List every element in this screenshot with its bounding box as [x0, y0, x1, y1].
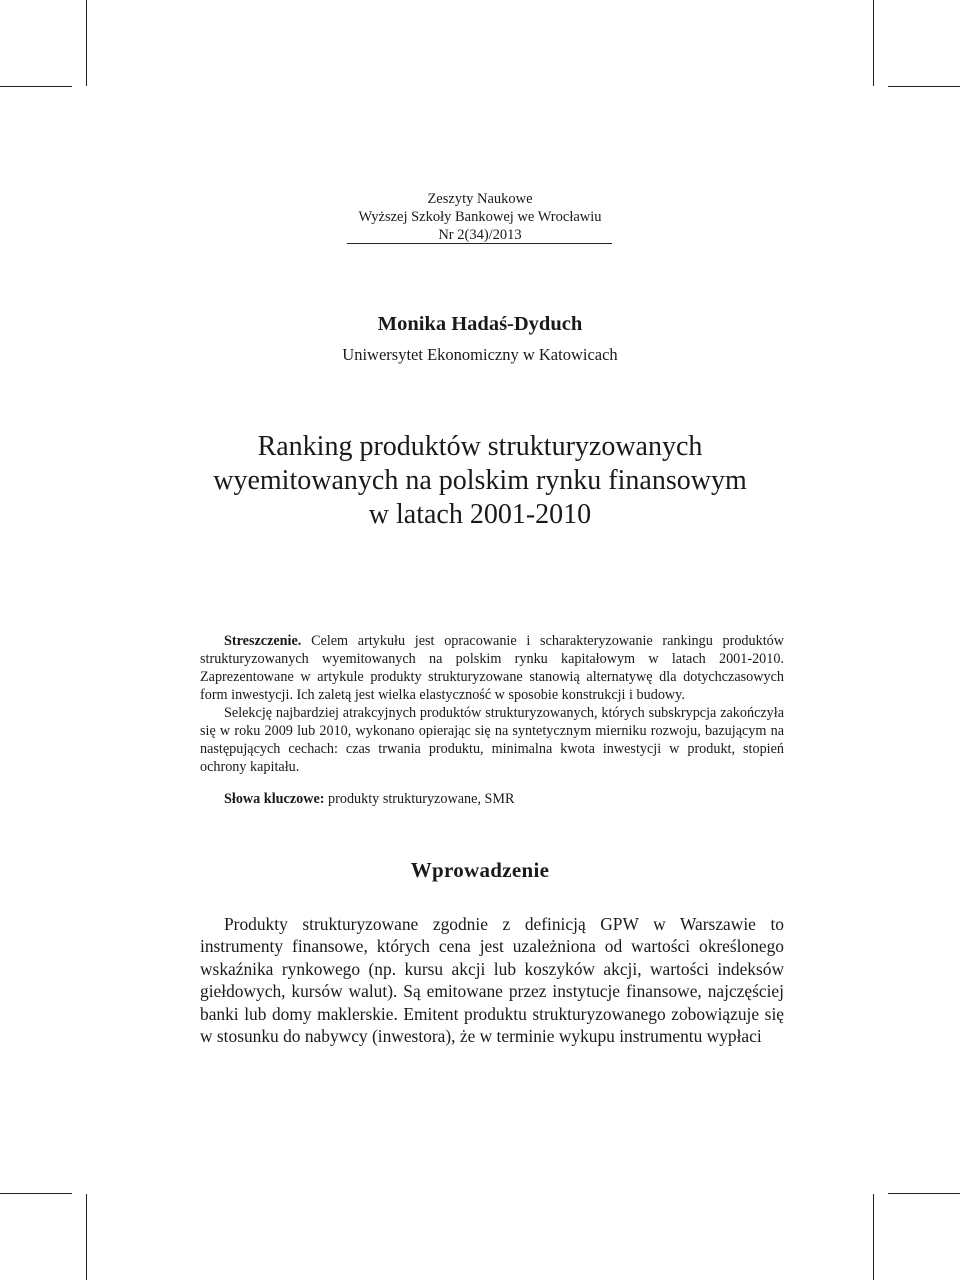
abstract-paragraph-1 — [200, 632, 784, 704]
crop-mark-top-left-h — [0, 86, 72, 87]
crop-mark-bottom-right — [873, 1194, 874, 1280]
paper-title-line-2: wyemitowanych na polskim rynku finansowym — [213, 465, 747, 496]
abstract — [200, 632, 784, 776]
section-heading: Wprowadzenie — [410, 858, 550, 882]
paper-title — [0, 430, 960, 532]
crop-mark-top-right — [873, 0, 874, 86]
journal-header — [340, 190, 620, 244]
abstract-label: Streszczenie. — [224, 633, 302, 649]
journal-name: Zeszyty Naukowe — [427, 191, 533, 207]
crop-mark-bottom-left-h — [0, 1193, 72, 1194]
abstract-paragraph-2: Selekcję najbardziej atrakcyjnych produktów strukturyzowanych, których subskrypcja zakończyła się w roku 2009 lub 2010, wykonano opierając się na syntetycznym mierniku rozwoju, bazującym na następujących cechach: czas trwania produktu, minimalna kwota inwestycji w produkt, stopień ochrony kapitału. — [200, 705, 784, 775]
paper-title-line-3: w latach 2001-2010 — [368, 499, 592, 530]
journal-publisher: Wyższej Szkoły Bankowej we Wrocławiu — [358, 209, 602, 225]
journal-issue: Nr 2(34)/2013 — [438, 227, 522, 243]
crop-mark-bottom-left — [86, 1194, 87, 1280]
body-text — [200, 913, 784, 1047]
journal-divider — [347, 243, 612, 244]
crop-mark-bottom-right-h — [888, 1193, 960, 1194]
keywords — [224, 790, 784, 808]
body-paragraph: Produkty strukturyzowane zgodnie z definicją GPW w Warszawie to instrumenty finansowe, których cena jest uzależniona od wartości określonego wskaźnika rynkowego (np. kursu akcji lub koszyków akcji, wartości indeksów giełdowych, kursów walut). Są emitowane przez instytucje finansowe, najczęściej banki lub domy maklerskie. Emitent produktu strukturyzowanego zobowiązuje się w stosunku do nabywcy (inwestora), że w terminie wykupu instrumentu wypłaci — [200, 914, 784, 1047]
crop-mark-top-right-h — [888, 86, 960, 87]
keywords-label: Słowa kluczowe: — [224, 791, 325, 807]
author-affiliation: Uniwersytet Ekonomiczny w Katowicach — [342, 345, 618, 364]
abstract-text-1: Celem artykułu jest opracowanie i scharakteryzowanie rankingu produktów strukturyzowanych wyemitowanych na polskim rynku kapitałowym w latach 2001-2010. Zaprezentowane w artykule produkty strukturyzowane stanowią alternatywę dla dotychczasowych form inwestycji. Ich zaletą jest wielka elastyczność w sposobie konstrukcji i budowy. — [200, 633, 784, 703]
crop-mark-top-left — [86, 0, 87, 86]
keywords-text: produkty strukturyzowane, SMR — [328, 791, 515, 807]
author-name: Monika Hadaś-Dyduch — [377, 313, 583, 335]
paper-title-line-1: Ranking produktów strukturyzowanych — [257, 431, 703, 462]
